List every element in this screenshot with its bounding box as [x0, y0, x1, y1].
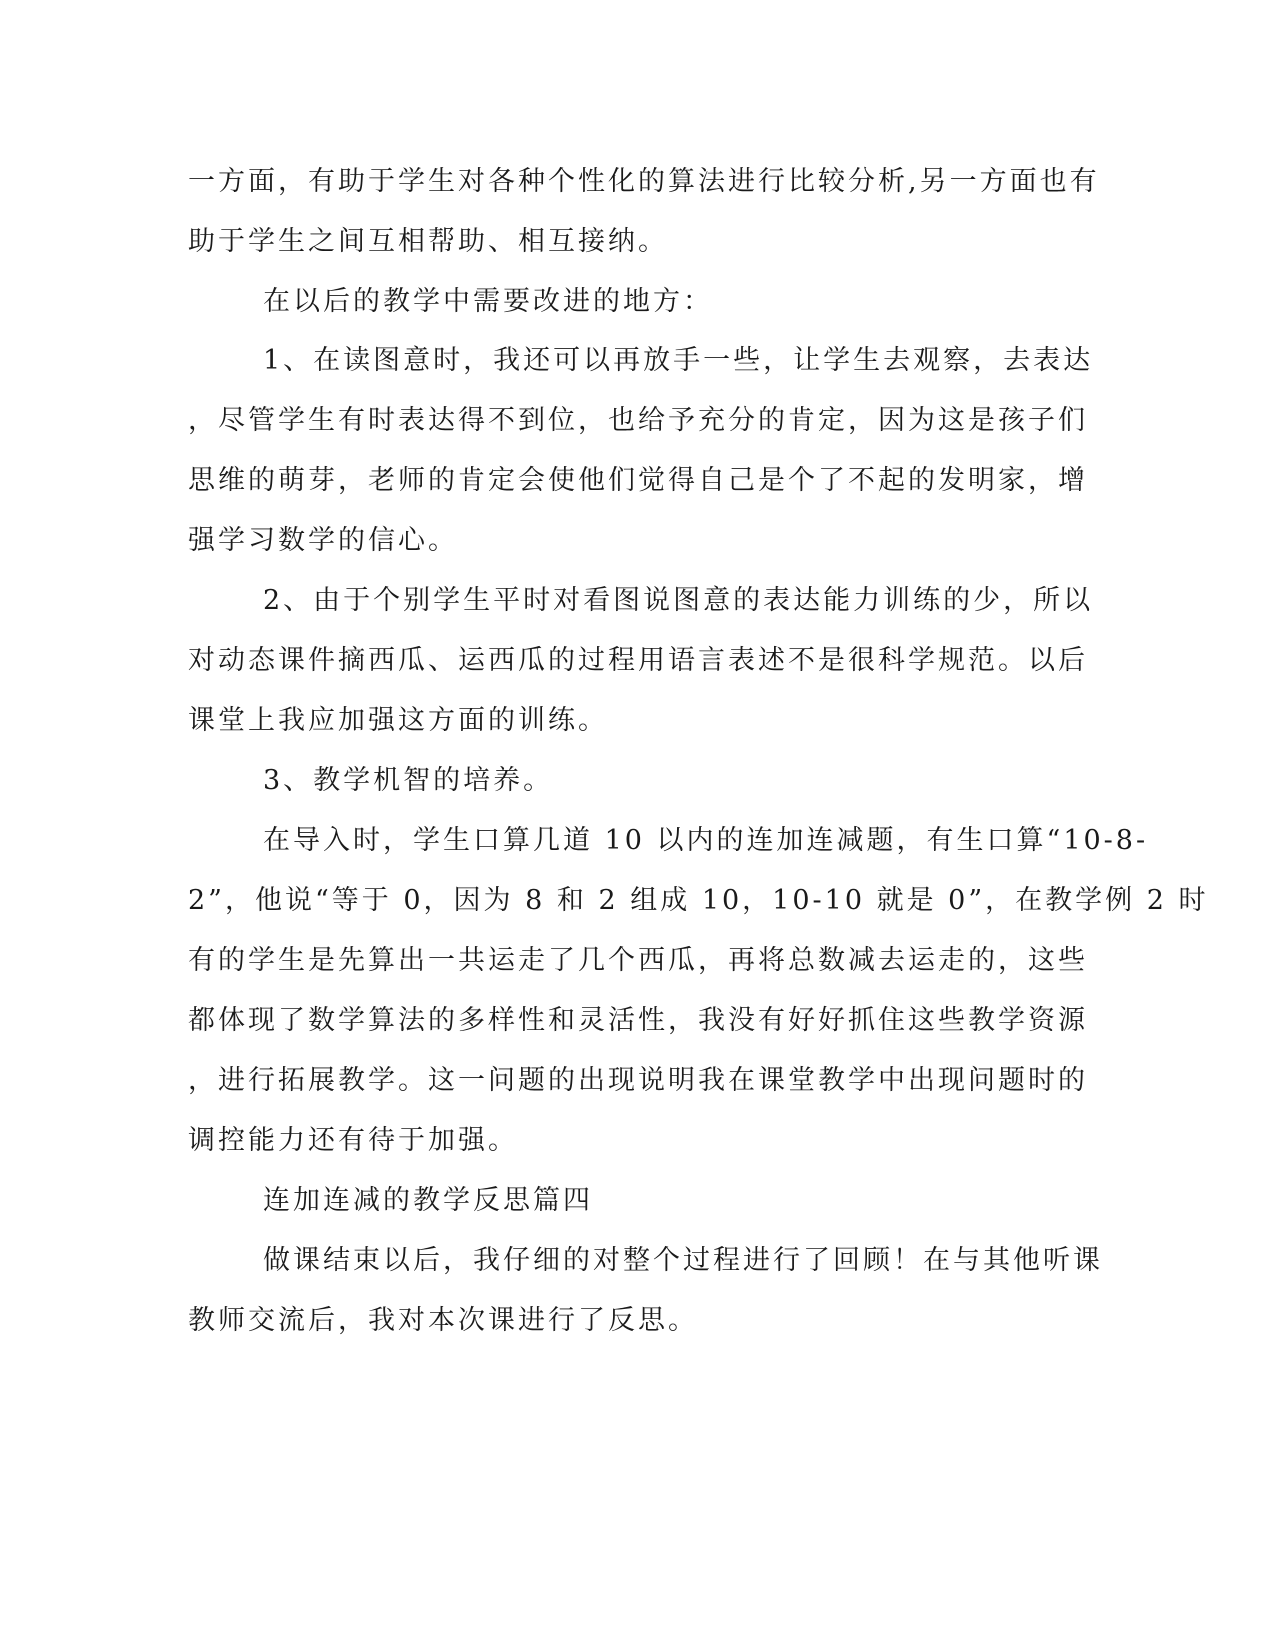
text-line: 做课结束以后，我仔细的对整个过程进行了回顾！在与其他听课 — [263, 1245, 1103, 1276]
text-line: 在以后的教学中需要改进的地方： — [263, 286, 713, 317]
text-line: 对动态课件摘西瓜、运西瓜的过程用语言表述不是很科学规范。以后 — [188, 645, 1088, 676]
text-line: 3、教学机智的培养。 — [263, 765, 554, 796]
text-line: 调控能力还有待于加强。 — [188, 1125, 518, 1156]
text-line: 都体现了数学算法的多样性和灵活性，我没有好好抓住这些教学资源 — [188, 1005, 1088, 1036]
text-line: 1、在读图意时，我还可以再放手一些，让学生去观察，去表达 — [263, 345, 1094, 376]
text-line: 课堂上我应加强这方面的训练。 — [188, 705, 608, 736]
text-line: 在导入时，学生口算几道 10 以内的连加连减题，有生口算“10-8- — [263, 825, 1149, 856]
text-line: 助于学生之间互相帮助、相互接纳。 — [188, 226, 668, 257]
text-line: ，尽管学生有时表达得不到位，也给予充分的肯定，因为这是孩子们 — [188, 405, 1088, 436]
text-line: 强学习数学的信心。 — [188, 525, 458, 556]
text-line: 一方面，有助于学生对各种个性化的算法进行比较分析,另一方面也有 — [188, 166, 1100, 197]
text-line: 有的学生是先算出一共运走了几个西瓜，再将总数减去运走的，这些 — [188, 945, 1088, 976]
section-heading: 连加连减的教学反思篇四 — [263, 1185, 593, 1216]
text-line: 教师交流后，我对本次课进行了反思。 — [188, 1305, 698, 1336]
text-line: 2、由于个别学生平时对看图说图意的表达能力训练的少，所以 — [263, 585, 1094, 616]
text-line: 思维的萌芽，老师的肯定会使他们觉得自己是个了不起的发明家，增 — [188, 465, 1088, 496]
text-line: 2”，他说“等于 0，因为 8 和 2 组成 10，10-10 就是 0”，在教学例 2 时 — [188, 885, 1209, 916]
text-line: ，进行拓展教学。这一问题的出现说明我在课堂教学中出现问题时的 — [188, 1065, 1088, 1096]
